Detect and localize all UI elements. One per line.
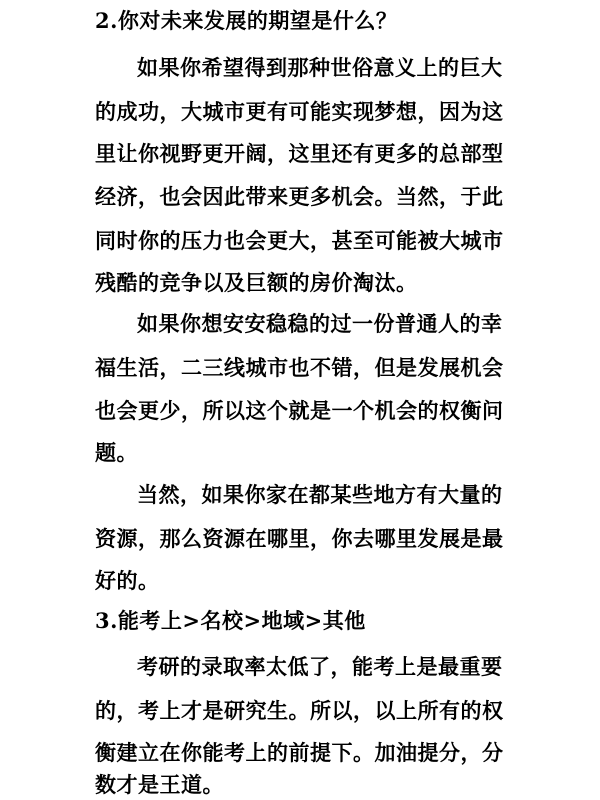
paragraph-line: 当然，如果你家在都某些地方有大量的	[137, 482, 503, 507]
paragraph-line: 福生活，二三线城市也不错，但是发展机会	[95, 355, 504, 380]
paragraph-line: 经济，也会因此带来更多机会。当然，于此	[95, 184, 504, 209]
paragraph-line: 考研的录取率太低了，能考上是最重要	[137, 654, 503, 679]
paragraph-line: 里让你视野更开阔，这里还有更多的总部型	[95, 141, 504, 166]
paragraph-line: 的，考上才是研究生。所以，以上所有的权	[95, 698, 504, 723]
paragraph-line: 也会更少，所以这个就是一个机会的权衡问	[95, 398, 504, 423]
paragraph-line: 数才是王道。	[95, 772, 224, 797]
paragraph-line: 题。	[95, 440, 138, 465]
paragraph-line: 如果你希望得到那种世俗意义上的巨大	[137, 55, 503, 80]
paragraph-line: 残酷的竞争以及巨额的房价淘汰。	[95, 270, 418, 295]
section-3-heading: 3.能考上>名校>地域>其他	[95, 608, 366, 633]
paragraph-line: 资源，那么资源在哪里，你去哪里发展是最	[95, 526, 504, 551]
paragraph-line: 的成功，大城市更有可能实现梦想，因为这	[95, 99, 504, 124]
paragraph-line: 同时你的压力也会更大，甚至可能被大城市	[95, 228, 504, 253]
section-2-heading: 2.你对未来发展的期望是什么？	[95, 8, 398, 33]
paragraph-line: 好的。	[95, 568, 160, 593]
paragraph-line: 衡建立在你能考上的前提下。加油提分，分	[95, 740, 504, 765]
paragraph-line: 如果你想安安稳稳的过一份普通人的幸	[137, 311, 503, 336]
